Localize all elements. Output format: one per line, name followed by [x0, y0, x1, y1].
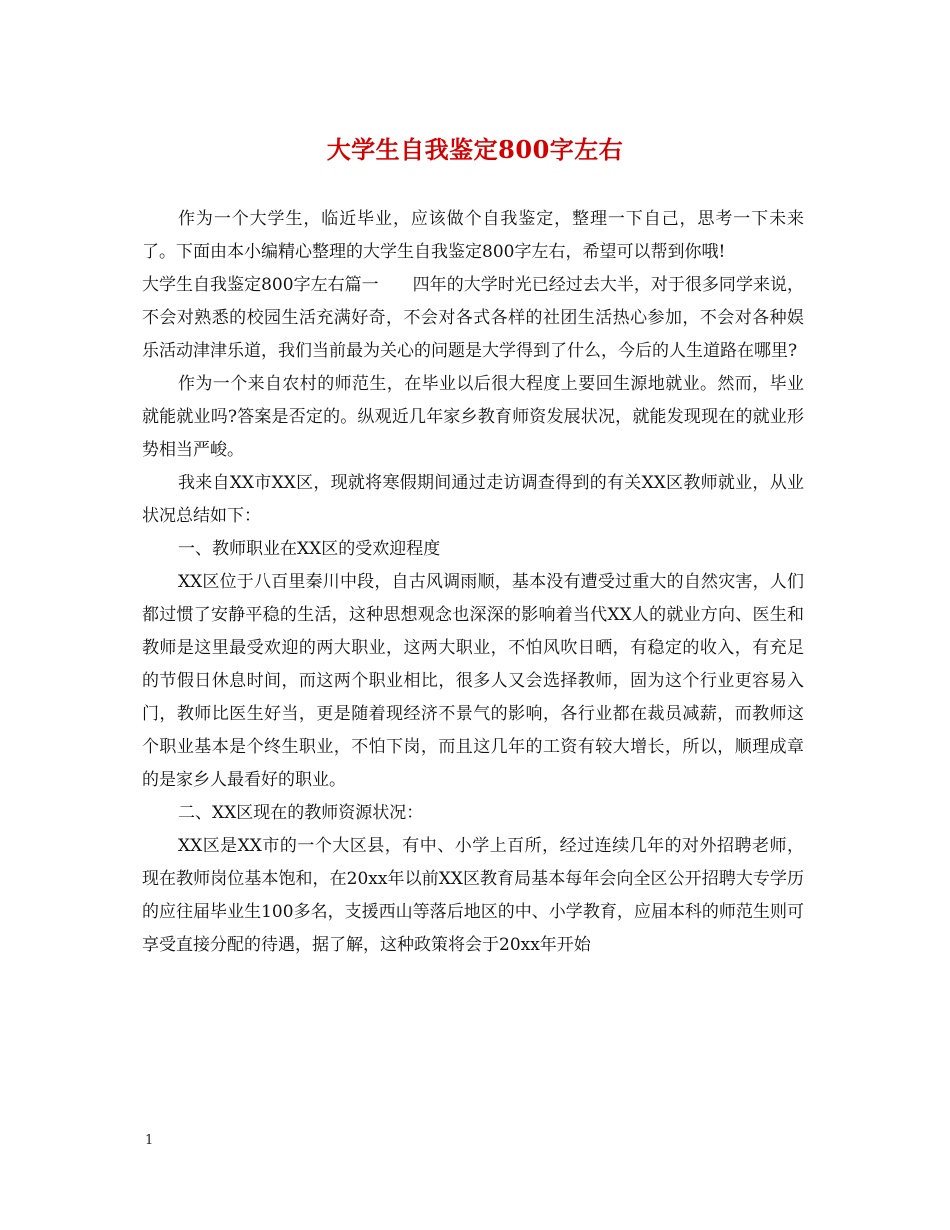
heading-popularity: 一、教师职业在XX区的受欢迎程度: [178, 539, 441, 559]
resources-paragraph: XX区是XX市的一个大区县，有中、小学上百所，经过连续几年的对外招聘老师，现在教师岗位基本饱和，在20xx年以前XX区教育局基本每年会向全区公开招聘大专学历的应往届毕业生100多名，支援西山等落后地区的中、小学教育，应届本科的师范生则可享受直接分配的待遇，据了解，这种政策将会于20xx年开始: [142, 836, 804, 955]
document-body: [142, 203, 804, 962]
document-title: 大学生自我鉴定800字左右: [326, 135, 624, 164]
heading-resources: 二、XX区现在的教师资源状况：: [178, 803, 424, 823]
popularity-paragraph: XX区位于八百里秦川中段，自古风调雨顺，基本没有遭受过重大的自然灾害，人们都过惯了安静平稳的生活，这种思想观念也深深的影响着当代XX人的就业方向、医生和教师是这里最受欢迎的两大职业，这两大职业，不怕风吹日晒，有稳定的收入，有充足的节假日休息时间，而这两个职业相比，很多人又会选择教师，固为这个行业更容易入门，教师比医生好当，更是随着现经济不景气的影响，各行业都在裁员减薪，而教师这个职业基本是个终生职业，不怕下岗，而且这几年的工资有较大增长，所以，顺理成章的是家乡人最看好的职业。: [142, 572, 804, 790]
background-paragraph: 作为一个来自农村的师范生，在毕业以后很大程度上要回生源地就业。然而，毕业就能就业吗?答案是否定的。纵观近几年家乡教育师资发展状况，就能发现现在的就业形势相当严峻。: [142, 374, 804, 460]
section-one-paragraph: 大学生自我鉴定800字左右篇一 四年的大学时光已经过去大半，对于很多同学来说，不会对熟悉的校园生活充满好奇，不会对各式各样的社团生活热心参加，不会对各种娱乐活动津津乐道，我们当前最为关心的问题是大学得到了什么，今后的人生道路在哪里?: [142, 275, 804, 361]
survey-intro-paragraph: 我来自XX市XX区，现就将寒假期间通过走访调查得到的有关XX区教师就业，从业状况总结如下：: [142, 473, 804, 526]
intro-paragraph: 作为一个大学生，临近毕业，应该做个自我鉴定，整理一下自己，思考一下未来了。下面由本小编精心整理的大学生自我鉴定800字左右，希望可以帮到你哦!: [142, 209, 804, 262]
page-number: 1: [145, 1133, 154, 1148]
